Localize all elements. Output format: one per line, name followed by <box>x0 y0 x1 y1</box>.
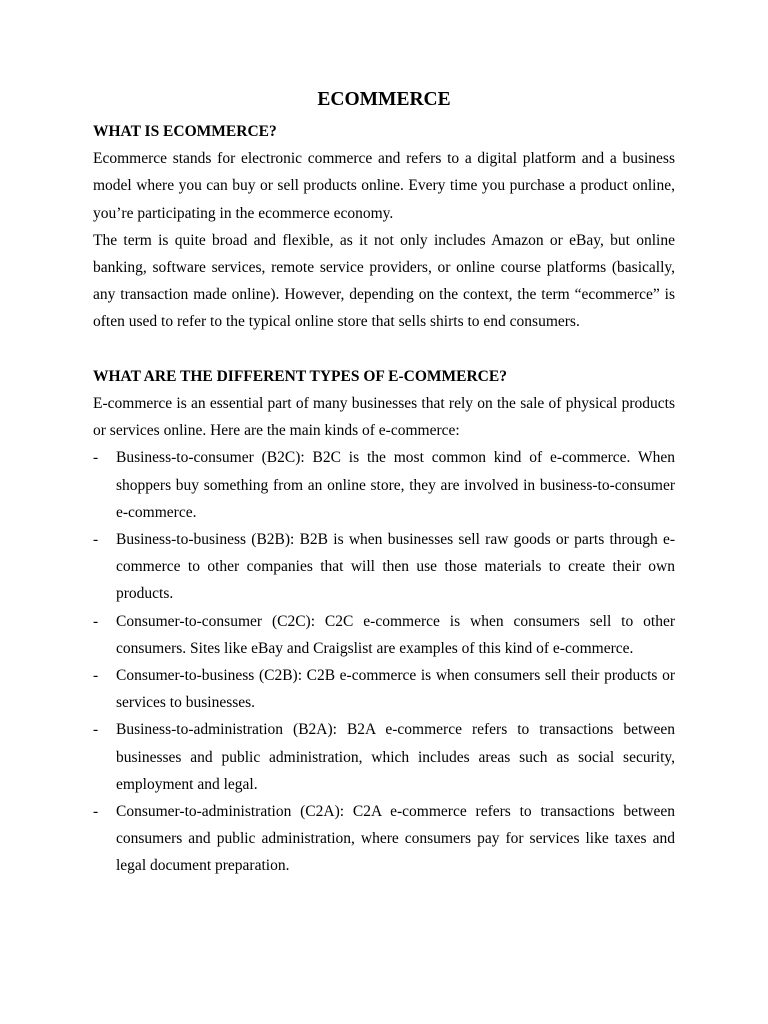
list-item-b2c <box>93 444 675 526</box>
bullet-dash: - <box>93 721 99 739</box>
ecommerce-types-list <box>93 444 675 879</box>
document-title: ECOMMERCE <box>317 89 451 110</box>
bullet-dash: - <box>93 612 99 630</box>
paragraph-scope: The term is quite broad and flexible, as it not only includes Amazon or eBay, but online banking, software services, remote service providers, or online course platforms (basically, any transaction made online). However, depending on the context, the term “ecommerce” is often used to refer to the typical online store that sells shirts to end consumers. <box>93 231 675 331</box>
section-spacer <box>93 336 675 363</box>
document-page <box>93 86 675 880</box>
list-item-text: Business-to-administration (B2A): B2A e-commerce refers to transactions between businesses and public administration, which includes areas such as social security, employment and legal. <box>116 721 675 793</box>
paragraph-definition: Ecommerce stands for electronic commerce and refers to a digital platform and a business model where you can buy or sell products online. Every time you purchase a product online, you’re participating in the ecommerce economy. <box>93 150 675 222</box>
section-heading-what-is: WHAT IS ECOMMERCE? <box>93 123 277 140</box>
list-item-c2c <box>93 608 675 662</box>
list-item-text: Business-to-business (B2B): B2B is when businesses sell raw goods or parts through e-commerce to other companies that will then use those materials to create their own products. <box>116 531 675 603</box>
bullet-dash: - <box>93 449 99 467</box>
bullet-dash: - <box>93 803 99 821</box>
list-item-text: Consumer-to-administration (C2A): C2A e-commerce refers to transactions between consumers and public administration, where consumers pay for services like taxes and legal document preparation. <box>116 803 675 875</box>
list-item-text: Consumer-to-consumer (C2C): C2C e-commerce is when consumers sell to other consumers. Sites like eBay and Craigslist are examples of this kind of e-commerce. <box>116 612 675 657</box>
list-item-c2a <box>93 798 675 880</box>
list-item-text: Consumer-to-business (C2B): C2B e-commerce is when consumers sell their products or services to businesses. <box>116 667 675 712</box>
list-item-b2a <box>93 716 675 798</box>
paragraph-types-intro: E-commerce is an essential part of many businesses that rely on the sale of physical products or services online. Here are the main kinds of e-commerce: <box>93 395 675 440</box>
list-item-c2b <box>93 662 675 716</box>
list-item-text: Business-to-consumer (B2C): B2C is the most common kind of e-commerce. When shoppers buy something from an online store, they are involved in business-to-consumer e-commerce. <box>116 449 675 521</box>
list-item-b2b <box>93 526 675 608</box>
section-heading-types: WHAT ARE THE DIFFERENT TYPES OF E-COMMERCE? <box>93 367 507 385</box>
bullet-dash: - <box>93 531 99 549</box>
bullet-dash: - <box>93 667 99 685</box>
